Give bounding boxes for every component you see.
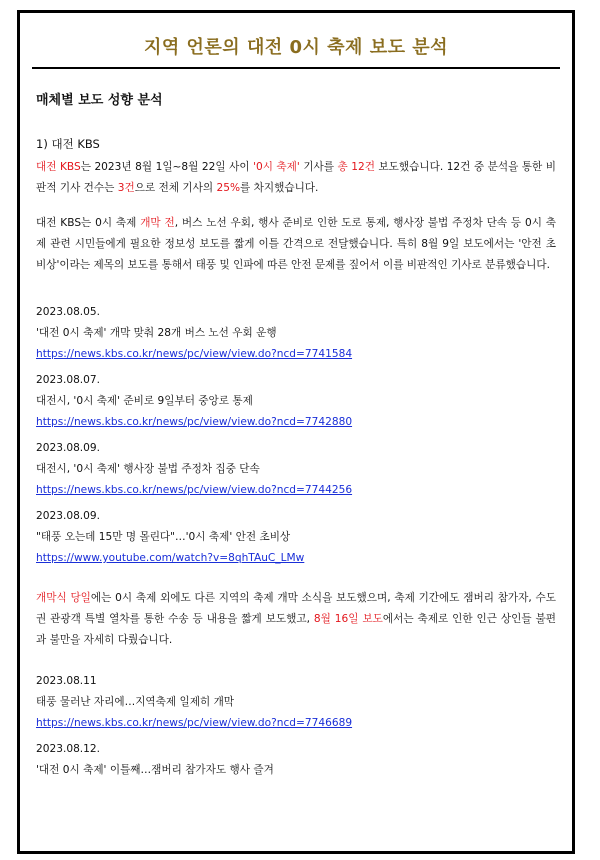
title-box (28, 21, 564, 69)
entry-link[interactable]: https://news.kbs.co.kr/news/pc/view/view.do?ncd=7741584 (36, 348, 353, 360)
entry-headline: '대전 0시 축제' 개막 맞춰 28개 버스 노선 우회 운행 (36, 327, 277, 339)
news-entry (36, 671, 556, 734)
body-text: 에는 0시 축제 외에도 다른 지역의 축제 개막 소식을 보도했으며, 축제 기간에도 잼버리 참가자, 수도권 관광객 특별 열차를 통한 수송 등 내용을 짧게 보도했고, (36, 592, 556, 625)
body-text: 대전 KBS는 0시 축제 (36, 217, 141, 229)
entry-date: 2023.08.05. (36, 306, 101, 318)
subsection-heading: 1) 대전 KBS (36, 137, 100, 151)
entry-date: 2023.08.12. (36, 743, 101, 755)
highlight-text: 개막식 당일 (36, 592, 91, 604)
spacer (36, 199, 556, 213)
entry-headline: 대전시, '0시 축제' 준비로 9일부터 중앙로 통제 (36, 395, 253, 407)
entry-date: 2023.08.11 (36, 675, 97, 687)
entry-headline: 대전시, '0시 축제' 행사장 불법 주정차 집중 단속 (36, 463, 260, 475)
body-text: 으로 전체 기사의 (134, 182, 217, 194)
body-text: , 버스 노선 우회, 행사 준비로 인한 도로 통제, 행사장 불법 주정차 단속 등 0시 축제 관련 시민들에게 필요한 정보성 보도를 짧게 이틀 간격으로 전달했습니다. 특히 8월 9일 보도에서는 '안전 초비상'이라는 제목의 보도를 통해서 태풍 및 인파에 따른 안전 문제를 짚어서 이를 비판적인 기사로 분류했습니다. (36, 217, 556, 271)
entry-link[interactable]: https://news.kbs.co.kr/news/pc/view/view.do?ncd=7746689 (36, 717, 353, 729)
document-title: 지역 언론의 대전 0시 축제 보도 분석 (143, 37, 449, 58)
spacer (36, 574, 556, 588)
body-text: 기사를 (299, 161, 338, 173)
body-text: 보도했습니다. 12건 중 분석을 통한 비판적 기사 건수는 (36, 161, 556, 194)
spacer (36, 276, 556, 302)
document-body (36, 89, 556, 786)
highlight-text: 총 12건 (337, 161, 375, 173)
news-entry (36, 739, 556, 781)
entry-headline: '대전 0시 축제' 이틀째…잼버리 참가자도 행사 즐겨 (36, 764, 274, 776)
entry-date: 2023.08.07. (36, 374, 101, 386)
document-frame (17, 10, 575, 854)
news-entry (36, 506, 556, 569)
entry-headline: 태풍 물러난 자리에…지역축제 일제히 개막 (36, 696, 235, 708)
highlight-text: 25% (216, 182, 241, 194)
body-text: 에서는 축제로 인한 인근 상인들 불편과 불만을 자세히 다뤘습니다. (36, 613, 557, 646)
highlight-text: 대전 KBS (36, 161, 81, 173)
highlight-text: '0시 축제' (253, 161, 300, 173)
body-text: 를 차지했습니다. (240, 182, 319, 194)
entry-date: 2023.08.09. (36, 510, 101, 522)
body-text: 는 2023년 8월 1일~8월 22일 사이 (80, 161, 254, 173)
entry-link[interactable]: https://news.kbs.co.kr/news/pc/view/view.do?ncd=7744256 (36, 484, 353, 496)
news-entry (36, 302, 556, 365)
entry-link[interactable]: https://www.youtube.com/watch?v=8qhTAuC_LMw (36, 552, 305, 564)
entry-date: 2023.08.09. (36, 442, 101, 454)
title-divider (32, 67, 560, 69)
entry-headline: "태풍 오는데 15만 명 몰린다"…'0시 축제' 안전 초비상 (36, 531, 291, 543)
summary-paragraph (36, 157, 556, 199)
spacer (36, 651, 556, 671)
news-entry (36, 438, 556, 501)
entry-link[interactable]: https://news.kbs.co.kr/news/pc/view/view.do?ncd=7742880 (36, 416, 353, 428)
highlight-text: 개막 전 (140, 217, 175, 229)
highlight-text: 8월 16일 보도 (313, 613, 383, 625)
section-heading: 매체별 보도 성향 분석 (36, 93, 163, 108)
followup-paragraph (36, 588, 556, 651)
analysis-paragraph (36, 213, 556, 276)
highlight-text: 3건 (117, 182, 135, 194)
news-entry (36, 370, 556, 433)
